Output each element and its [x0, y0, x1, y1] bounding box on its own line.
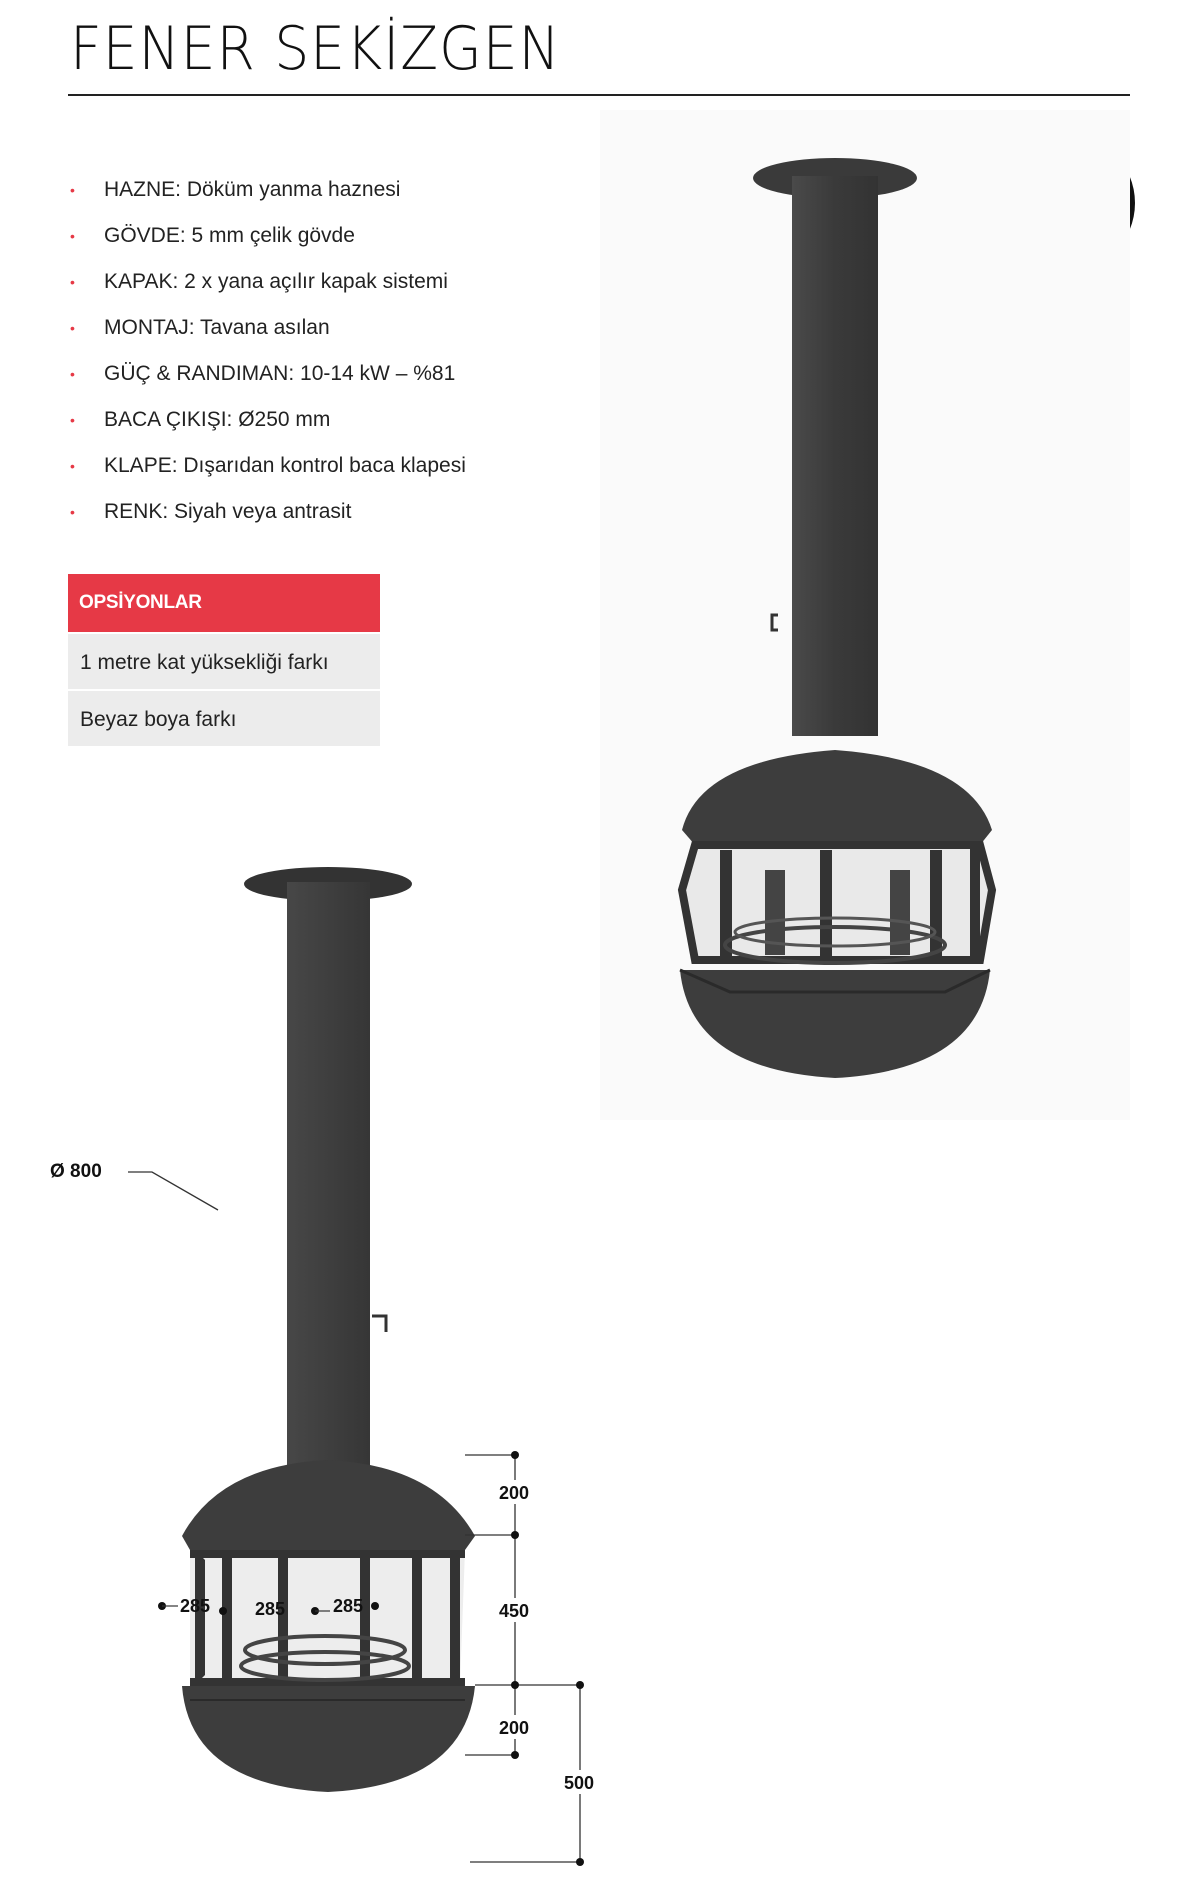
option-row: 1 metre kat yüksekliği farkı [68, 632, 380, 689]
bullet-icon: • [70, 366, 75, 382]
height-total-label: 500 [564, 1773, 595, 1793]
technical-drawing [50, 860, 690, 1890]
spec-item [70, 361, 466, 407]
spec-text: KLAPE: Dışarıdan kontrol baca klapesi [104, 454, 466, 477]
spec-text: HAZNE: Döküm yanma haznesi [104, 178, 401, 201]
spec-item [70, 177, 466, 223]
bullet-icon: • [70, 504, 75, 520]
spec-item [70, 223, 466, 269]
spec-list [70, 177, 466, 545]
flue-pipe [792, 176, 878, 736]
width-center-label: 285 [255, 1599, 286, 1619]
height-bottom-label: 200 [499, 1718, 530, 1738]
options-header: OPSİYONLAR [68, 574, 380, 632]
bullet-icon: • [70, 228, 75, 244]
spec-text: GÖVDE: 5 mm çelik gövde [104, 224, 355, 247]
spec-item [70, 315, 466, 361]
spec-item [70, 407, 466, 453]
spec-text: GÜÇ & RANDIMAN: 10-14 kW – %81 [104, 362, 456, 385]
spec-text: RENK: Siyah veya antrasit [104, 500, 352, 523]
flue-pipe [287, 882, 370, 1487]
options-table [68, 574, 380, 746]
spec-text: MONTAJ: Tavana asılan [104, 316, 330, 339]
width-left-label: 285 [180, 1596, 211, 1616]
bullet-icon: • [70, 458, 75, 474]
spec-item [70, 453, 466, 499]
bullet-icon: • [70, 274, 75, 290]
width-right-label: 285 [333, 1596, 364, 1616]
hood [182, 1460, 475, 1550]
bullet-icon: • [70, 412, 75, 428]
page-title: FENER SEKİZGEN [70, 14, 561, 84]
spec-text: BACA ÇIKIŞI: Ø250 mm [104, 408, 331, 431]
option-row: Beyaz boya farkı [68, 689, 380, 746]
spec-item [70, 499, 466, 545]
fire-bowl [182, 1686, 475, 1792]
height-middle-label: 450 [499, 1601, 530, 1621]
diameter-label: Ø 800 [50, 1161, 102, 1182]
bullet-icon: • [70, 182, 75, 198]
spec-item [70, 269, 466, 315]
bullet-icon: • [70, 320, 75, 336]
title-divider [68, 94, 1130, 96]
height-top-label: 200 [499, 1483, 530, 1503]
spec-text: KAPAK: 2 x yana açılır kapak sistemi [104, 270, 448, 293]
